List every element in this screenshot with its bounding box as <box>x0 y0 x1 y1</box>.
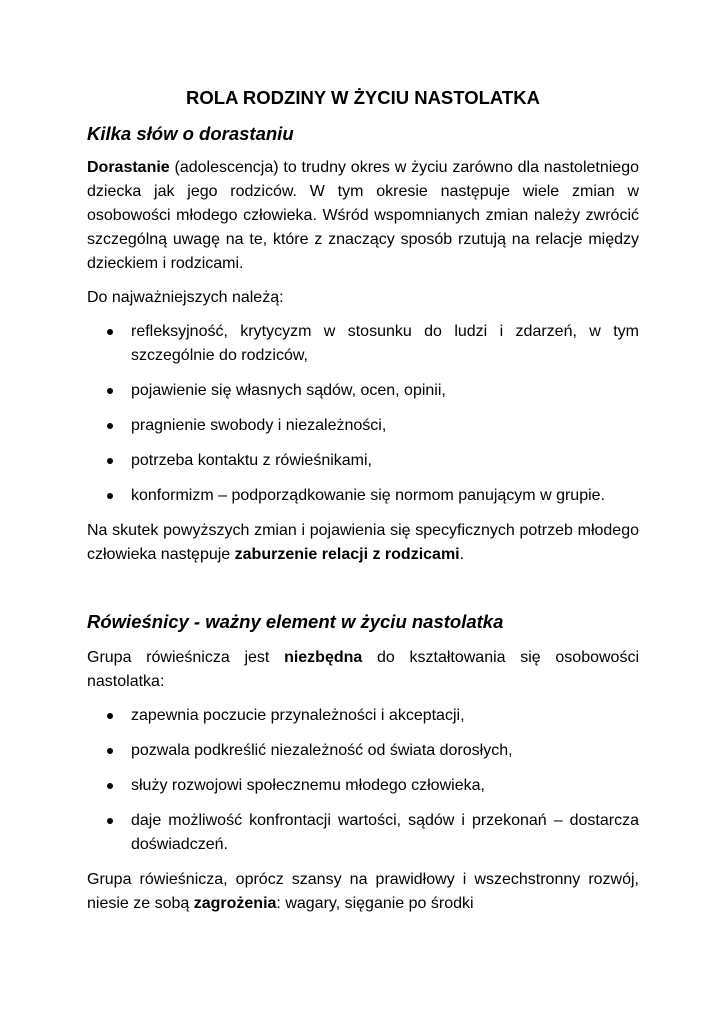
document-page <box>87 85 639 926</box>
list-item: zapewnia poczucie przynależności i akceptacji, <box>131 704 639 728</box>
paragraph-peers-intro <box>87 646 639 694</box>
section-heading-adolescence: Kilka słów o dorastaniu <box>87 123 294 144</box>
bold-phrase-relations: zaburzenie relacji z rodzicami <box>234 546 460 563</box>
document-title: ROLA RODZINY W ŻYCIU NASTOLATKA <box>186 87 540 108</box>
list-item: refleksyjność, krytycyzm w stosunku do ludzi i zdarzeń, w tym szczególnie do rodziców, <box>131 320 639 368</box>
paragraph-text: do kształtowania się osobowości nastolatka: <box>87 649 639 690</box>
paragraph-text: Grupa rówieśnicza, oprócz szansy na prawidłowy i wszechstronny rozwój, niesie ze sobą <box>87 871 639 912</box>
paragraph-text: (adolescencja) to trudny okres w życiu zarówno dla nastoletniego dziecka jak jego rodziców. W tym okresie następuje wiele zmian w osobowości młodego człowieka. Wśród wspomnianych zmian należy zwrócić szczególną uwagę na te, które z znaczący sposób rzutują na relacje między dzieckiem i rodzicami. <box>87 159 639 272</box>
paragraph-text: : wagary, sięganie po środki <box>276 895 474 912</box>
bold-word-zagrozenia: zagrożenia <box>193 895 277 912</box>
paragraph-list-intro: Do najważniejszych należą: <box>87 289 284 306</box>
list-item: daje możliwość konfrontacji wartości, sądów i przekonań – dostarcza doświadczeń. <box>131 809 639 857</box>
adolescence-changes-list <box>87 320 639 508</box>
paragraph-text: Na skutek powyższych zmian i pojawienia się specyficznych potrzeb młodego człowieka następuje <box>87 522 639 563</box>
list-item: pragnienie swobody i niezależności, <box>131 414 639 438</box>
section-heading-peers: Rówieśnicy - ważny element w życiu nastolatka <box>87 611 504 632</box>
list-item: pojawienie się własnych sądów, ocen, opinii, <box>131 379 639 403</box>
peer-group-functions-list <box>87 704 639 857</box>
paragraph-text: Grupa rówieśnicza jest <box>87 649 285 666</box>
list-item: potrzeba kontaktu z rówieśnikami, <box>131 449 639 473</box>
paragraph-peer-risks <box>87 868 639 916</box>
list-item: konformizm – podporządkowanie się normom panującym w grupie. <box>131 484 639 508</box>
list-item: pozwala podkreślić niezależność od świata dorosłych, <box>131 739 639 763</box>
bold-term-dorastanie: Dorastanie <box>87 159 170 176</box>
list-item: służy rozwojowi społecznemu młodego człowieka, <box>131 774 639 798</box>
bold-word-niezbedna: niezbędna <box>284 649 363 666</box>
paragraph-consequence <box>87 519 639 567</box>
paragraph-adolescence-intro <box>87 156 639 276</box>
paragraph-text: . <box>459 546 465 563</box>
